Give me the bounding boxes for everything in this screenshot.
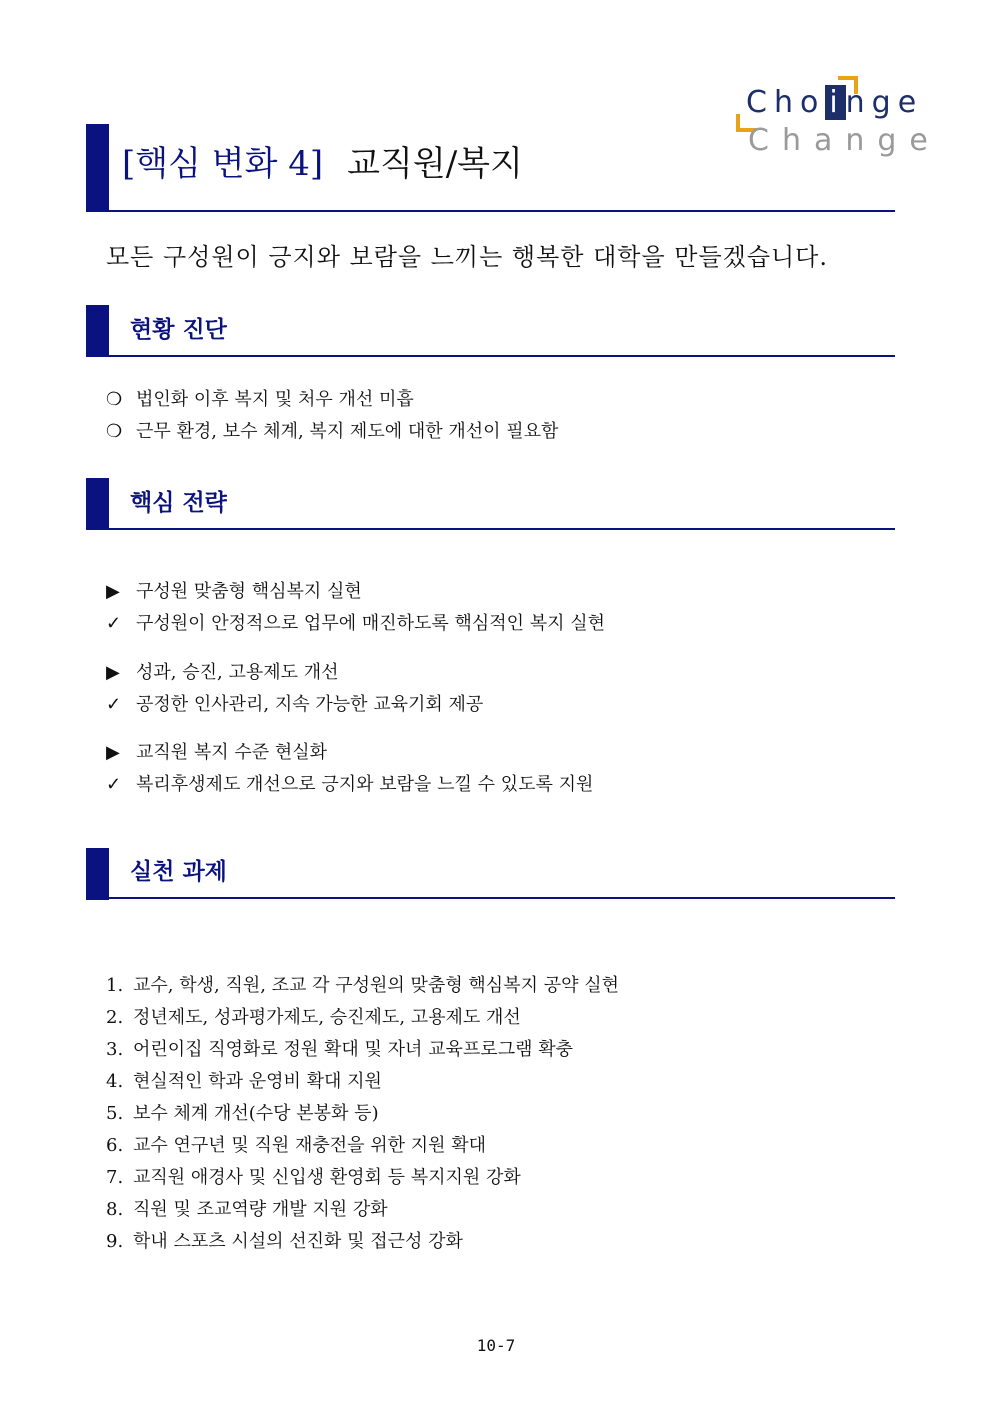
circle-bullet-icon: ❍ [106, 421, 123, 442]
task-item: 4. 현실적인 학과 운영비 확대 지원 [106, 1071, 382, 1092]
strategy-detail: ✓ 복리후생제도 개선으로 긍지와 보람을 느낄 수 있도록 지원 [106, 772, 593, 798]
section-diagnosis-bar [86, 305, 109, 357]
task-item: 5. 보수 체계 개선(수당 본봉화 등) [106, 1103, 379, 1124]
list-item: ❍ 근무 환경, 보수 체계, 복지 제도에 대한 개선이 필요함 [106, 419, 558, 445]
page-title [122, 140, 523, 188]
check-icon: ✓ [106, 694, 122, 715]
page-title-main: [핵심 변화 4] [122, 144, 324, 184]
page-number: 10-7 [476, 1336, 516, 1355]
strategy-detail: ✓ 공정한 인사관리, 지속 가능한 교육기회 제공 [106, 692, 483, 718]
section-diagnosis-underline [86, 355, 895, 357]
task-item: 3. 어린이집 직영화로 정원 확대 및 자녀 교육프로그램 확충 [106, 1039, 573, 1060]
check-icon: ✓ [106, 774, 122, 795]
section-tasks-underline [86, 897, 895, 899]
section-strategy-bar [86, 478, 109, 530]
strategy-head: ▶ 교직원 복지 수준 현실화 [106, 740, 327, 766]
task-item: 7. 교직원 애경사 및 신입생 환영회 등 복지지원 강화 [106, 1167, 521, 1188]
title-accent-bar [86, 124, 109, 212]
slogan: 모든 구성원이 긍지와 보람을 느끼는 행복한 대학을 만들겠습니다. [106, 243, 828, 271]
section-strategy-title: 핵심 전략 [130, 489, 227, 516]
task-item: 1. 교수, 학생, 직원, 조교 각 구성원의 맞춤형 핵심복지 공약 실현 [106, 975, 619, 996]
logo-choinge: Cho inge [746, 85, 924, 120]
task-item: 8. 직원 및 조교역량 개발 지원 강화 [106, 1199, 388, 1220]
logo-change: Change [748, 123, 941, 158]
strategy-head: ▶ 성과, 승진, 고용제도 개선 [106, 660, 339, 686]
list-item: ❍ 법인화 이후 복지 및 처우 개선 미흡 [106, 387, 414, 413]
circle-bullet-icon: ❍ [106, 389, 123, 410]
section-tasks-bar [86, 848, 109, 900]
section-tasks-title: 실천 과제 [130, 858, 227, 885]
check-icon: ✓ [106, 613, 122, 634]
section-strategy-underline [86, 528, 895, 530]
task-item: 9. 학내 스포츠 시설의 선진화 및 접근성 강화 [106, 1231, 463, 1252]
task-item: 2. 정년제도, 성과평가제도, 승진제도, 고용제도 개선 [106, 1007, 521, 1028]
page-title-sub: 교직원/복지 [347, 144, 523, 184]
strategy-detail: ✓ 구성원이 안정적으로 업무에 매진하도록 핵심적인 복지 실현 [106, 611, 605, 637]
task-item: 6. 교수 연구년 및 직원 재충전을 위한 지원 확대 [106, 1135, 487, 1156]
title-underline [86, 210, 895, 212]
triangle-bullet-icon: ▶ [106, 581, 120, 602]
triangle-bullet-icon: ▶ [106, 662, 120, 683]
strategy-head: ▶ 구성원 맞춤형 핵심복지 실현 [106, 579, 362, 605]
section-diagnosis-title: 현황 진단 [130, 316, 227, 343]
triangle-bullet-icon: ▶ [106, 742, 120, 763]
